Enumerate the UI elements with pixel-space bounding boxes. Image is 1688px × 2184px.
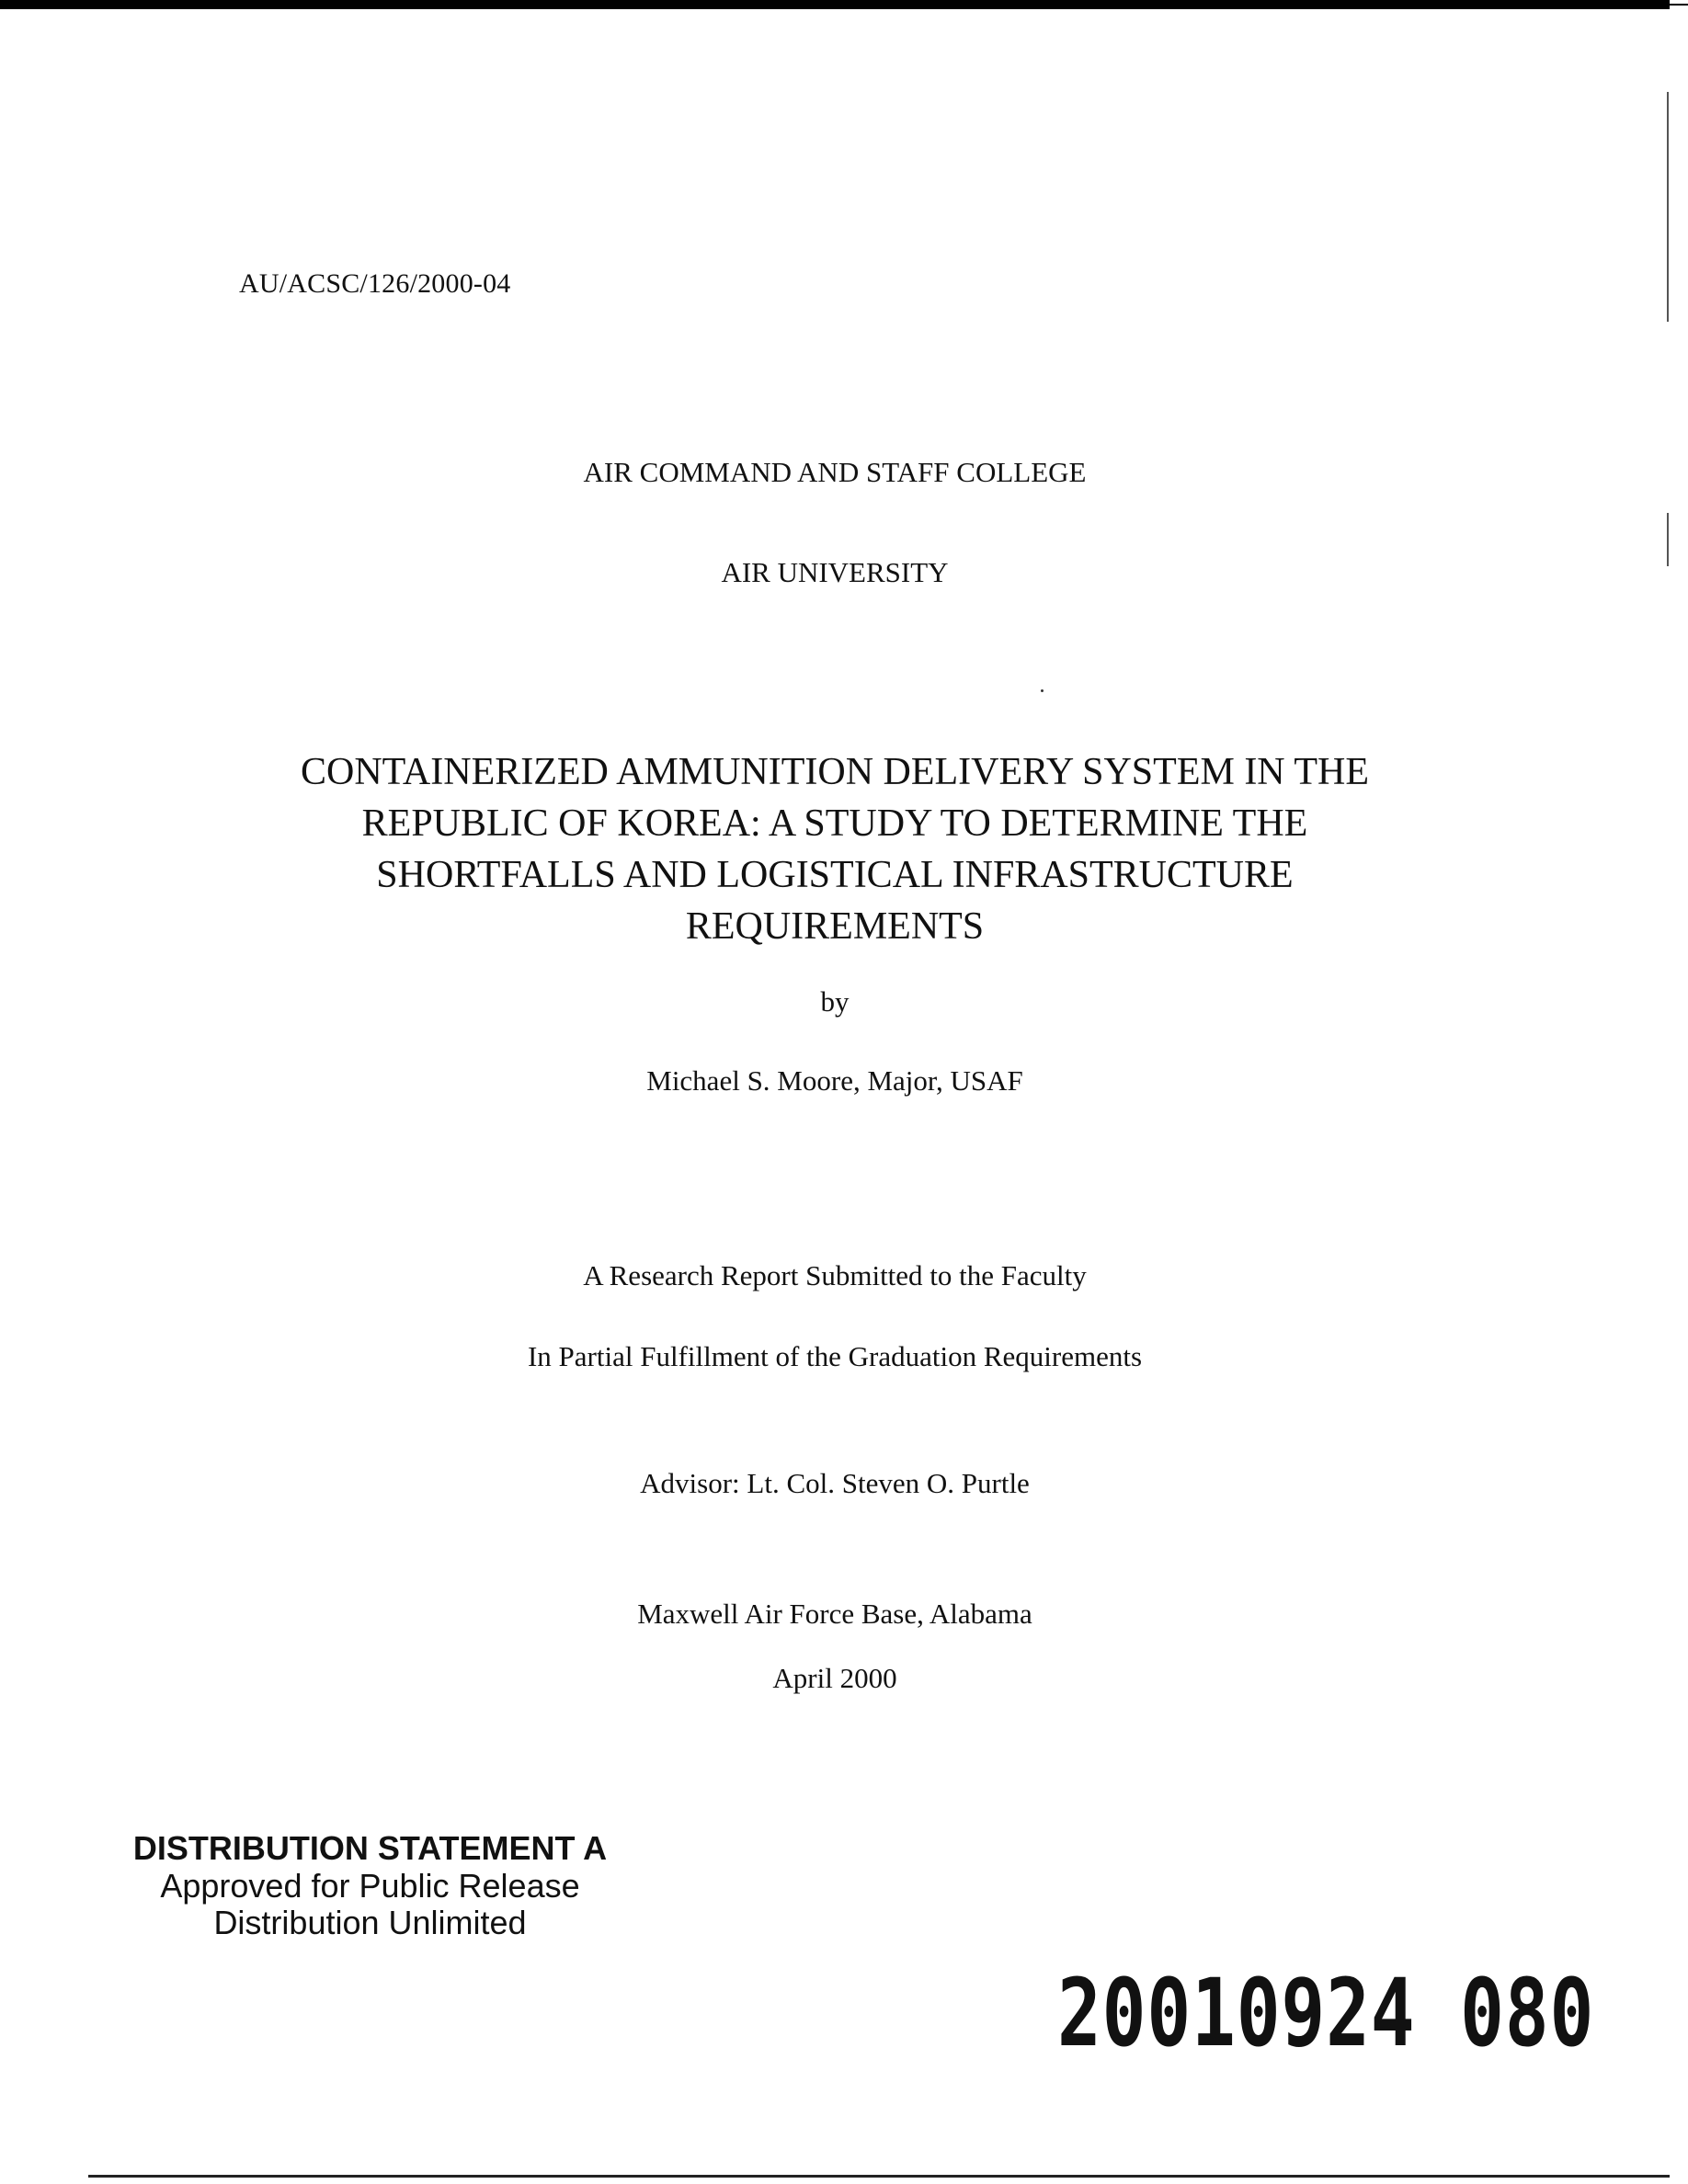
accession-number: 20010924 080 bbox=[1057, 1959, 1595, 2068]
university-name: AIR UNIVERSITY bbox=[721, 556, 949, 588]
distribution-statement bbox=[120, 1829, 621, 1941]
report-number: AU/ACSC/126/2000-04 bbox=[239, 268, 511, 299]
fulfillment-statement: In Partial Fulfillment of the Graduation Requirements bbox=[527, 1340, 1143, 1372]
scan-border-bottom bbox=[88, 2175, 1670, 2178]
by-label: by bbox=[820, 985, 850, 1018]
author-name: Michael S. Moore, Major, USAF bbox=[646, 1064, 1023, 1097]
location: Maxwell Air Force Base, Alabama bbox=[637, 1598, 1032, 1630]
title-line: REPUBLIC OF KOREA: A STUDY TO DETERMINE THE bbox=[361, 802, 1308, 845]
title-line: REQUIREMENTS bbox=[685, 905, 985, 948]
distribution-approval: Approved for Public Release bbox=[160, 1867, 580, 1905]
scan-border-top-tail bbox=[1670, 4, 1688, 6]
scan-edge-right bbox=[1667, 92, 1669, 322]
title-line: CONTAINERIZED AMMUNITION DELIVERY SYSTEM IN THE bbox=[300, 751, 1370, 793]
distribution-title: DISTRIBUTION STATEMENT A bbox=[132, 1829, 608, 1867]
advisor-name: Advisor: Lt. Col. Steven O. Purtle bbox=[640, 1467, 1030, 1499]
report-title bbox=[0, 746, 1670, 952]
distribution-limit: Distribution Unlimited bbox=[213, 1904, 527, 1941]
scan-border-top bbox=[0, 0, 1670, 9]
college-name: AIR COMMAND AND STAFF COLLEGE bbox=[583, 456, 1087, 488]
scan-speck bbox=[1041, 689, 1044, 692]
title-line: SHORTFALLS AND LOGISTICAL INFRASTRUCTURE bbox=[376, 854, 1294, 896]
publication-date: April 2000 bbox=[772, 1662, 897, 1694]
submission-statement: A Research Report Submitted to the Faculty bbox=[583, 1259, 1087, 1291]
